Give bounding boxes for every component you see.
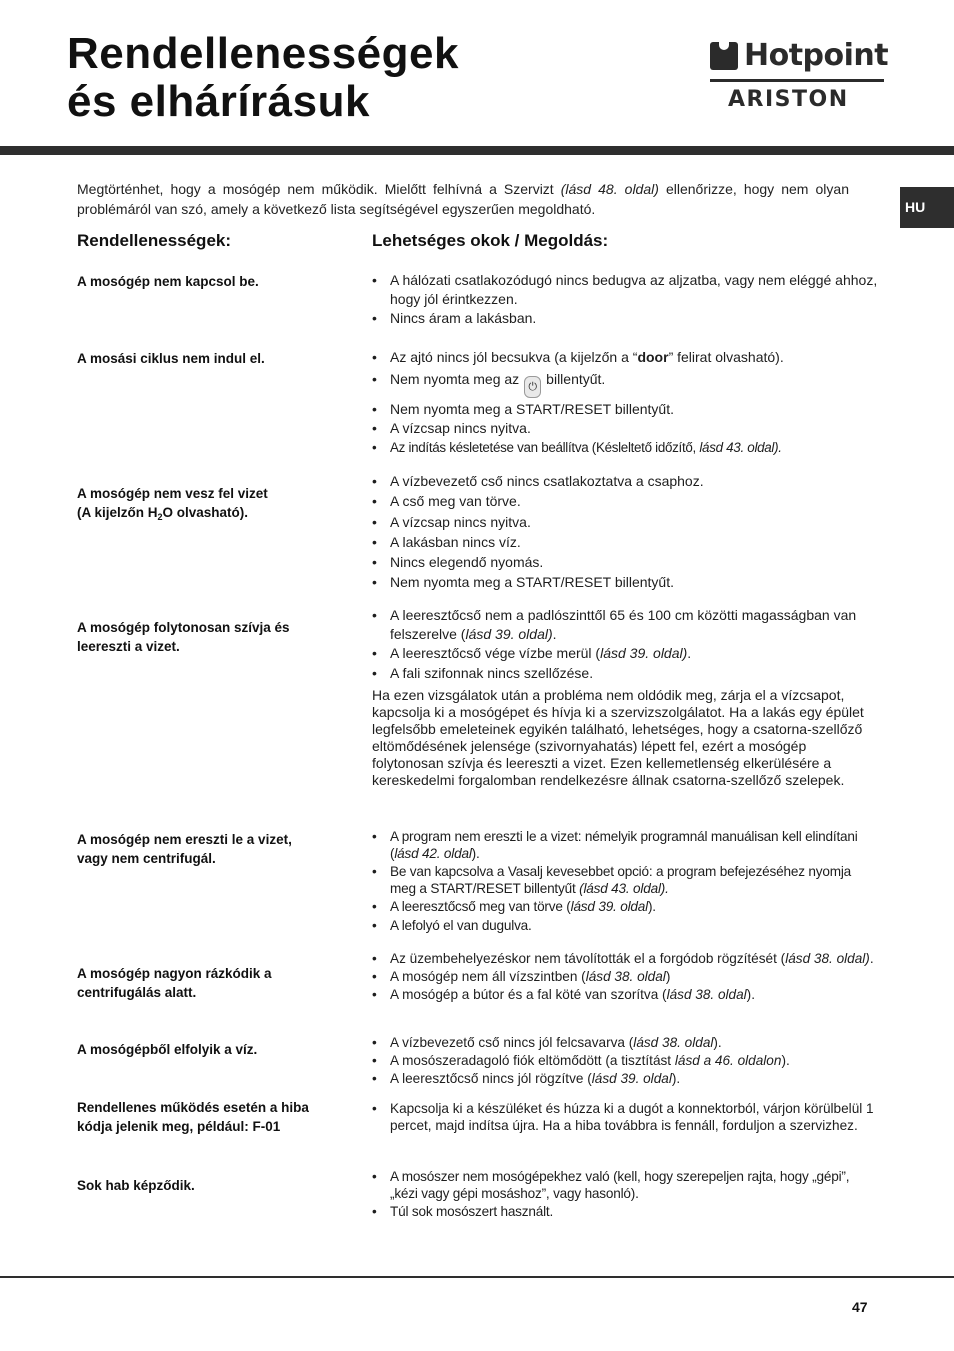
problems-column-heading: Rendellenességek: — [77, 231, 232, 250]
solutions-column-heading: Lehetséges okok / Megoldás: — [372, 231, 609, 250]
cause-item — [372, 986, 878, 1003]
intro-ref: (lásd 48. oldal) — [560, 181, 659, 197]
problem-text: vagy nem centrifugál. — [77, 851, 216, 866]
cause-text: A mosószeradagoló fiók eltömődött (a tisztítást — [390, 1053, 675, 1068]
cause-item: • Túl sok mosószert használt. — [372, 1203, 878, 1220]
cause-item: • Nincs elegendő nyomás. — [372, 553, 878, 572]
cause-item — [372, 1070, 878, 1087]
page-reference: lásd 43. oldal). — [699, 439, 782, 455]
problem-label: A mosási ciklus nem indul el. — [77, 351, 265, 366]
cause-text: A leeresztőcső meg van törve ( — [390, 899, 571, 914]
cause-text: A mosógép a bútor és a fal köté van szorítva ( — [390, 987, 667, 1002]
problem-label: Sok hab képződik. — [77, 1178, 195, 1193]
cause-text: A program nem ereszti le a vizet: némelyik programnál manuálisan kell elindítani ( — [390, 829, 858, 861]
cause-list — [372, 1034, 878, 1088]
cause-text: ). — [647, 899, 656, 914]
cause-item — [372, 898, 878, 915]
cause-item: • Nem nyomta meg a START/RESET billentyűt. — [372, 400, 878, 419]
cause-text: ). — [746, 987, 755, 1002]
cause-list — [372, 271, 878, 329]
problem-label — [77, 484, 357, 522]
intro-text-2: ellenőrizze, hogy nem olyan problémáról van szó, amely a következő lista segítségével egyszerűen megoldható. — [77, 181, 849, 217]
cause-text: . — [869, 951, 874, 966]
cause-list — [372, 606, 878, 683]
problem-label — [77, 964, 357, 1002]
page-reference: lásd 38. oldal — [585, 969, 666, 984]
logo-brand-bottom: ARISTON — [728, 87, 849, 112]
cause-text: ). — [471, 846, 480, 861]
page-reference: lásd 39. oldal — [591, 1071, 672, 1086]
problem-text: O olvasható). — [162, 505, 249, 520]
cause-list — [372, 1168, 878, 1221]
cause-item: • A hálózati csatlakozódugó nincs bedugva az aljzatba, vagy nem eléggé ahhoz, hogy jól érintkezzen. — [372, 271, 878, 308]
cause-text: . — [687, 645, 692, 661]
hotpoint-ariston-logo — [710, 38, 889, 114]
cause-list — [372, 472, 878, 594]
cause-item: • A vízcsap nincs nyitva. — [372, 513, 878, 532]
page-title-line-2: és elhárírásuk — [67, 77, 370, 126]
cause-text: billentyűt. — [546, 370, 606, 387]
cause-item — [372, 606, 878, 643]
intro-paragraph — [77, 179, 849, 219]
page-reference: lásd 38. oldal) — [785, 951, 870, 966]
problem-label: A mosógépből elfolyik a víz. — [77, 1042, 258, 1057]
logo-divider — [710, 79, 884, 82]
page-reference: lásd 39. oldal) — [465, 625, 553, 642]
cause-text: ). — [781, 1053, 790, 1068]
problem-text: A mosógép nagyon rázkódik a — [77, 966, 272, 981]
header-divider — [0, 146, 954, 155]
page-reference: (lásd 43. oldal). — [579, 881, 669, 896]
logo-top — [710, 38, 888, 74]
page-reference: lásd 38. oldal — [633, 1035, 714, 1050]
cause-text: A mosógép nem áll vízszintben ( — [390, 969, 586, 984]
problem-text: A mosógép folytonosan szívja és — [77, 620, 290, 635]
subscript: 2 — [157, 512, 163, 522]
cause-list — [372, 828, 878, 935]
cause-text: ). — [713, 1035, 722, 1050]
door-keyword: door — [637, 349, 669, 365]
language-tab: HU — [900, 187, 954, 228]
cause-item: • A cső meg van törve. — [372, 492, 878, 511]
page-reference: lásd 42. oldal — [394, 846, 472, 861]
cause-item: • Nem nyomta meg a START/RESET billentyűt. — [372, 573, 878, 592]
cause-item — [372, 348, 878, 367]
cause-text: A leeresztőcső nem a padlószinttől 65 és 100 cm közötti magasságban van felszerelve ( — [390, 607, 857, 642]
cause-text: A vízbevezető cső nincs jól felcsavarva ( — [390, 1035, 634, 1050]
page-reference: lásd 38. oldal — [666, 987, 747, 1002]
cause-item — [372, 863, 878, 897]
cause-item — [372, 644, 878, 663]
explanation-paragraph: Ha ezen vizsgálatok után a probléma nem oldódik meg, zárja el a vízcsapot, kapcsolja ki a mosógépet és hívja ki a szervizszolgálatot. Ha a lakás egy épület legfelsőbb emeleteinek egyikén található, lehetséges, hogy a csatorna-szellőző eltömődésének jelensége (szivornyahatás) lépett fel, ezért a mosógép folytonosan szívja és leereszti a vizet. Ezen kellemetlenség elkerülésére a kereskedelmi forgalomban rendelkezésre állnak csatorna-szellőző szelepek. — [372, 687, 864, 788]
cause-item: • A lefolyó el van dugulva. — [372, 917, 878, 934]
cause-item — [372, 1052, 878, 1069]
problem-label: A mosógép nem kapcsol be. — [77, 274, 259, 289]
cause-list — [372, 1100, 878, 1135]
cause-item: • A vízcsap nincs nyitva. — [372, 419, 878, 438]
cause-list — [372, 950, 878, 1004]
page-number: 47 — [852, 1299, 868, 1315]
problem-label — [77, 618, 357, 656]
hotpoint-logo-icon — [710, 42, 738, 70]
cause-text: ” felirat olvasható). — [668, 349, 784, 365]
cause-item: • A lakásban nincs víz. — [372, 533, 878, 552]
cause-text: Az ajtó nincs jól becsukva (a kijelzőn a “ — [390, 349, 638, 365]
problem-label — [77, 830, 357, 868]
cause-item — [372, 1034, 878, 1051]
cause-item: • Nincs áram a lakásban. — [372, 309, 878, 328]
problem-text: leereszti a vizet. — [77, 639, 180, 654]
cause-list — [372, 348, 878, 458]
cause-text: Nem nyomta meg az — [390, 370, 520, 387]
page-title-line-1: Rendellenességek — [67, 29, 459, 78]
problem-text: Rendellenes működés esetén a hiba — [77, 1100, 309, 1115]
page-title — [67, 30, 459, 126]
cause-item — [372, 950, 878, 967]
cause-text: A leeresztőcső vége vízbe merül ( — [390, 645, 601, 661]
cause-item: • A mosószer nem mosógépekhez való (kell, hogy szerepeljen rajta, hogy „gépi”, „kézi vagy gépi mosáshoz”, vagy hasonló). — [372, 1168, 878, 1202]
cause-text: Az üzembehelyezéskor nem távolították el a forgódob rögzítését ( — [390, 951, 786, 966]
cause-text: . — [552, 625, 557, 642]
cause-item: • A fali szifonnak nincs szellőzése. — [372, 664, 878, 683]
problem-text: (A kijelzőn H — [77, 505, 158, 520]
page-reference: lásd a 46. oldalon — [674, 1053, 782, 1068]
cause-text: A leeresztőcső nincs jól rögzítve ( — [390, 1071, 592, 1086]
problem-text: kódja jelenik meg, például: F-01 — [77, 1119, 281, 1134]
cause-text: ). — [671, 1071, 681, 1086]
problem-text: centrifugálás alatt. — [77, 985, 197, 1000]
cause-item: • A vízbevezető cső nincs csatlakoztatva a csaphoz. — [372, 472, 878, 491]
cause-item: • Kapcsolja ki a készüléket és húzza ki a dugót a konnektorból, várjon körülbelül 1 percet, majd indítsa újra. Ha a hiba továbbra is fennáll, forduljon a szervizhez. — [372, 1100, 878, 1134]
cause-item — [372, 968, 878, 985]
cause-item — [372, 439, 878, 458]
page-reference: lásd 39. oldal — [570, 899, 648, 914]
cause-item — [372, 828, 878, 862]
cause-text: Az indítás késletetése van beállítva (Késleltető időzítő, — [390, 439, 700, 455]
problem-label — [77, 1098, 357, 1136]
intro-text-1: Megtörténhet, hogy a mosógép nem működik. Mielőtt felhívná a Szervizt — [77, 181, 561, 197]
logo-brand-top: Hotpoint — [744, 38, 889, 73]
footer-divider — [0, 1276, 954, 1278]
page-reference: lásd 39. oldal) — [600, 645, 688, 661]
cause-text: ) — [665, 969, 671, 984]
cause-text: Be van kapcsolva a Vasalj kevesebbet opció: a program befejezéséhez nyomja meg a START/RESET billentyűt — [390, 864, 852, 896]
problem-text: A mosógép nem ereszti le a vizet, — [77, 832, 292, 847]
power-button-icon: ⏻ — [524, 376, 541, 398]
problem-text: A mosógép nem vesz fel vizet — [77, 486, 268, 501]
cause-item — [372, 370, 878, 398]
